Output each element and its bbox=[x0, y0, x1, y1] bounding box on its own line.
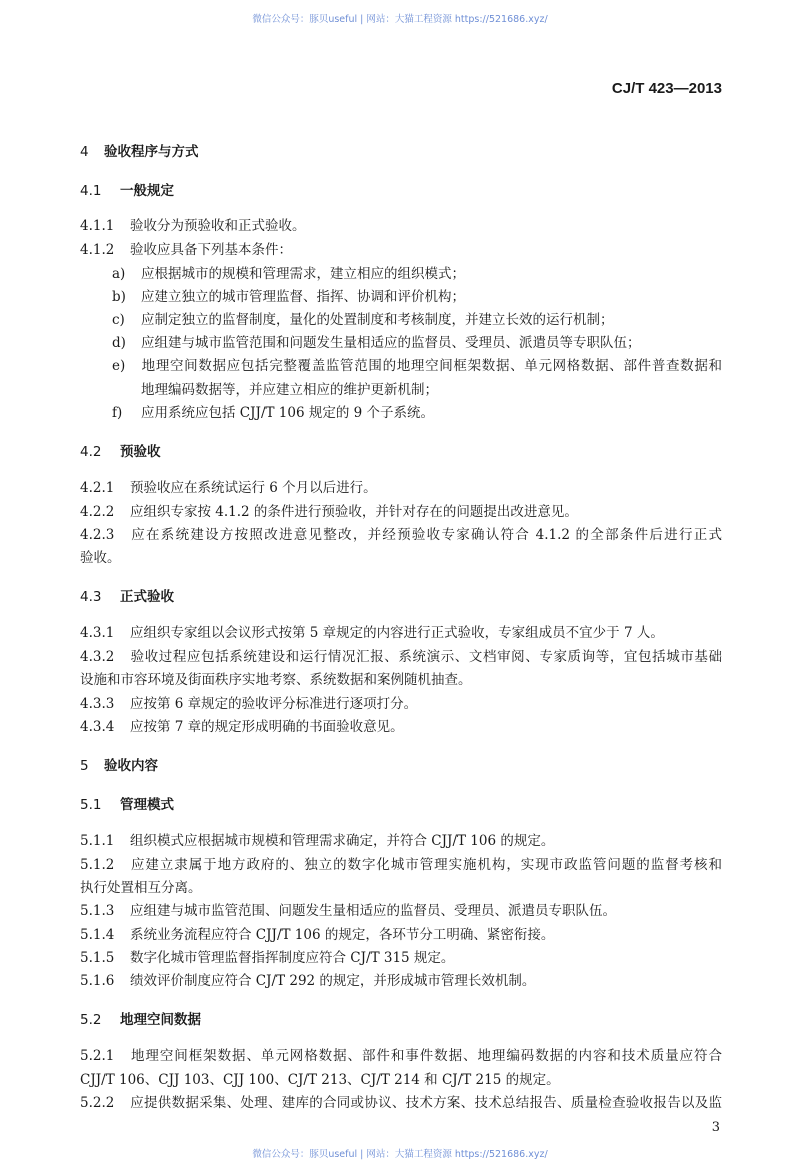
clause bbox=[80, 694, 722, 714]
clause-text: 正式验收 bbox=[120, 589, 174, 605]
watermark-bottom: 微信公众号：豚贝useful | 网站：大猫工程资源 https://521686.xyz/ bbox=[252, 1149, 548, 1160]
clause bbox=[80, 948, 722, 968]
clause-number: 5 bbox=[80, 758, 89, 774]
clause-number: 4.2.1 bbox=[80, 480, 115, 496]
clause-text: 应在系统建设方按照改进意见整改，并经预验收专家确认符合 4.1.2 的全部条件后进行正式 bbox=[130, 527, 722, 543]
standard-code: CJ/T 423—2013 bbox=[611, 80, 722, 97]
clause-number: 5.2 bbox=[80, 1012, 102, 1028]
clause bbox=[80, 855, 722, 875]
clause-text: 数字化城市管理监督指挥制度应符合 CJ/T 315 规定。 bbox=[130, 950, 455, 966]
clause-number: 5.1 bbox=[80, 797, 102, 813]
clause bbox=[80, 647, 722, 667]
list-item bbox=[112, 264, 722, 284]
clause-number: c) bbox=[112, 312, 125, 328]
clause-number: 4.1.2 bbox=[80, 242, 115, 258]
list-item bbox=[112, 287, 722, 307]
clause-text: 应提供数据采集、处理、建库的合同或协议、技术方案、技术总结报告、质量检查验收报告以及监 bbox=[130, 1095, 722, 1111]
clause-number: 5.2.2 bbox=[80, 1095, 115, 1111]
clause-text: 应组建与城市监管范围、问题发生量相适应的监督员、受理员、派遣员专职队伍。 bbox=[130, 903, 616, 919]
clause-text: 应组织专家按 4.1.2 的条件进行预验收，并针对存在的问题提出改进意见。 bbox=[130, 504, 578, 520]
clause bbox=[80, 670, 722, 690]
clause-text: 应组织专家组以会议形式按第 5 章规定的内容进行正式验收，专家组成员不宜少于 7 人。 bbox=[130, 625, 664, 641]
clause bbox=[80, 717, 722, 737]
clause-text: 验收过程应包括系统建设和运行情况汇报、系统演示、文档审阅、专家质询等，宜包括城市基础 bbox=[130, 649, 722, 665]
section-heading bbox=[80, 442, 722, 462]
list-item bbox=[112, 333, 722, 353]
section-heading bbox=[80, 1010, 722, 1030]
clause-number: 4 bbox=[80, 144, 89, 160]
clause-text: 验收。 bbox=[80, 550, 121, 566]
clause-text: 验收分为预验收和正式验收。 bbox=[130, 218, 306, 234]
clause-text: 应根据城市的规模和管理需求，建立相应的组织模式； bbox=[141, 266, 465, 282]
clause-number: 4.3.1 bbox=[80, 625, 115, 641]
list-item bbox=[112, 310, 722, 330]
clause bbox=[80, 548, 722, 568]
clause-text: 绩效评价制度应符合 CJ/T 292 的规定，并形成城市管理长效机制。 bbox=[130, 973, 536, 989]
clause-text: 验收应具备下列基本条件： bbox=[130, 242, 292, 258]
clause-text: 组织模式应根据城市规模和管理需求确定，并符合 CJJ/T 106 的规定。 bbox=[130, 833, 555, 849]
clause-text: 应用系统应包括 CJJ/T 106 规定的 9 个子系统。 bbox=[141, 405, 435, 421]
page-number: 3 bbox=[711, 1120, 720, 1135]
clause-number: 5.1.6 bbox=[80, 973, 115, 989]
clause-text: 地理空间数据应包括完整覆盖监管范围的地理空间框架数据、单元网格数据、部件普查数据和 bbox=[141, 358, 722, 374]
clause-number: 4.3.2 bbox=[80, 649, 115, 665]
clause-text: 管理模式 bbox=[120, 797, 174, 813]
section-heading bbox=[80, 795, 722, 815]
section-heading bbox=[80, 181, 722, 201]
clause bbox=[80, 502, 722, 522]
clause-number: a) bbox=[112, 266, 126, 282]
clause-text: 地理空间框架数据、单元网格数据、部件和事件数据、地理编码数据的内容和技术质量应符合 bbox=[130, 1048, 722, 1064]
clause bbox=[80, 1046, 722, 1066]
clause-text: 一般规定 bbox=[120, 183, 174, 199]
clause-number: 4.1 bbox=[80, 183, 102, 199]
clause-text: 地理空间数据 bbox=[120, 1012, 201, 1028]
clause bbox=[80, 901, 722, 921]
clause-text: 地理编码数据等，并应建立相应的维护更新机制； bbox=[141, 382, 438, 398]
clause bbox=[80, 525, 722, 545]
clause-text: 预验收应在系统试运行 6 个月以后进行。 bbox=[130, 480, 377, 496]
clause-text: 应组建与城市监管范围和问题发生量相适应的监督员、受理员、派遣员等专职队伍； bbox=[141, 335, 641, 351]
clause-number: 5.2.1 bbox=[80, 1048, 115, 1064]
clause bbox=[80, 1070, 722, 1090]
clause-number: f) bbox=[112, 405, 123, 421]
clause bbox=[80, 240, 722, 260]
clause-text: 应制定独立的监督制度，量化的处置制度和考核制度，并建立长效的运行机制； bbox=[141, 312, 614, 328]
watermark-top: 微信公众号：豚贝useful | 网站：大猫工程资源 https://521686.xyz/ bbox=[252, 14, 548, 25]
clause-number: d) bbox=[112, 335, 126, 351]
clause-number: b) bbox=[112, 289, 126, 305]
clause-number: 4.2.2 bbox=[80, 504, 115, 520]
clause-text: 设施和市容环境及街面秩序实地考察、系统数据和案例随机抽查。 bbox=[80, 672, 472, 688]
clause bbox=[80, 925, 722, 945]
clause-text: 验收内容 bbox=[104, 758, 158, 774]
list-item bbox=[112, 403, 722, 423]
clause-text: 执行处置相互分离。 bbox=[80, 880, 202, 896]
clause-number: 5.1.1 bbox=[80, 833, 115, 849]
list-item bbox=[141, 380, 722, 400]
clause-number: 5.1.2 bbox=[80, 857, 115, 873]
clause-number: 5.1.5 bbox=[80, 950, 115, 966]
clause-text: 应建立隶属于地方政府的、独立的数字化城市管理实施机构，实现市政监管问题的监督考核和 bbox=[130, 857, 722, 873]
clause-text: 应按第 6 章规定的验收评分标准进行逐项打分。 bbox=[130, 696, 418, 712]
section-heading bbox=[80, 587, 722, 607]
clause-number: 4.3 bbox=[80, 589, 102, 605]
clause-number: e) bbox=[112, 358, 126, 374]
clause bbox=[80, 216, 722, 236]
clause-number: 4.2 bbox=[80, 444, 102, 460]
clause bbox=[80, 878, 722, 898]
clause-number: 4.3.4 bbox=[80, 719, 115, 735]
clause-number: 4.3.3 bbox=[80, 696, 115, 712]
section-heading bbox=[80, 142, 722, 162]
section-heading bbox=[80, 756, 722, 776]
clause-number: 4.2.3 bbox=[80, 527, 115, 543]
clause-text: 预验收 bbox=[120, 444, 161, 460]
clause-text: 系统业务流程应符合 CJJ/T 106 的规定，各环节分工明确、紧密衔接。 bbox=[130, 927, 555, 943]
clause bbox=[80, 478, 722, 498]
clause-number: 5.1.3 bbox=[80, 903, 115, 919]
clause-text: CJJ/T 106、CJJ 103、CJJ 100、CJ/T 213、CJ/T 214 和 CJ/T 215 的规定。 bbox=[80, 1072, 560, 1088]
clause bbox=[80, 1093, 722, 1113]
clause-number: 4.1.1 bbox=[80, 218, 115, 234]
clause bbox=[80, 623, 722, 643]
clause-text: 应建立独立的城市管理监督、指挥、协调和评价机构； bbox=[141, 289, 465, 305]
clause-text: 验收程序与方式 bbox=[104, 144, 199, 160]
clause bbox=[80, 971, 722, 991]
list-item bbox=[112, 356, 722, 376]
clause-text: 应按第 7 章的规定形成明确的书面验收意见。 bbox=[130, 719, 404, 735]
clause bbox=[80, 831, 722, 851]
clause-number: 5.1.4 bbox=[80, 927, 115, 943]
